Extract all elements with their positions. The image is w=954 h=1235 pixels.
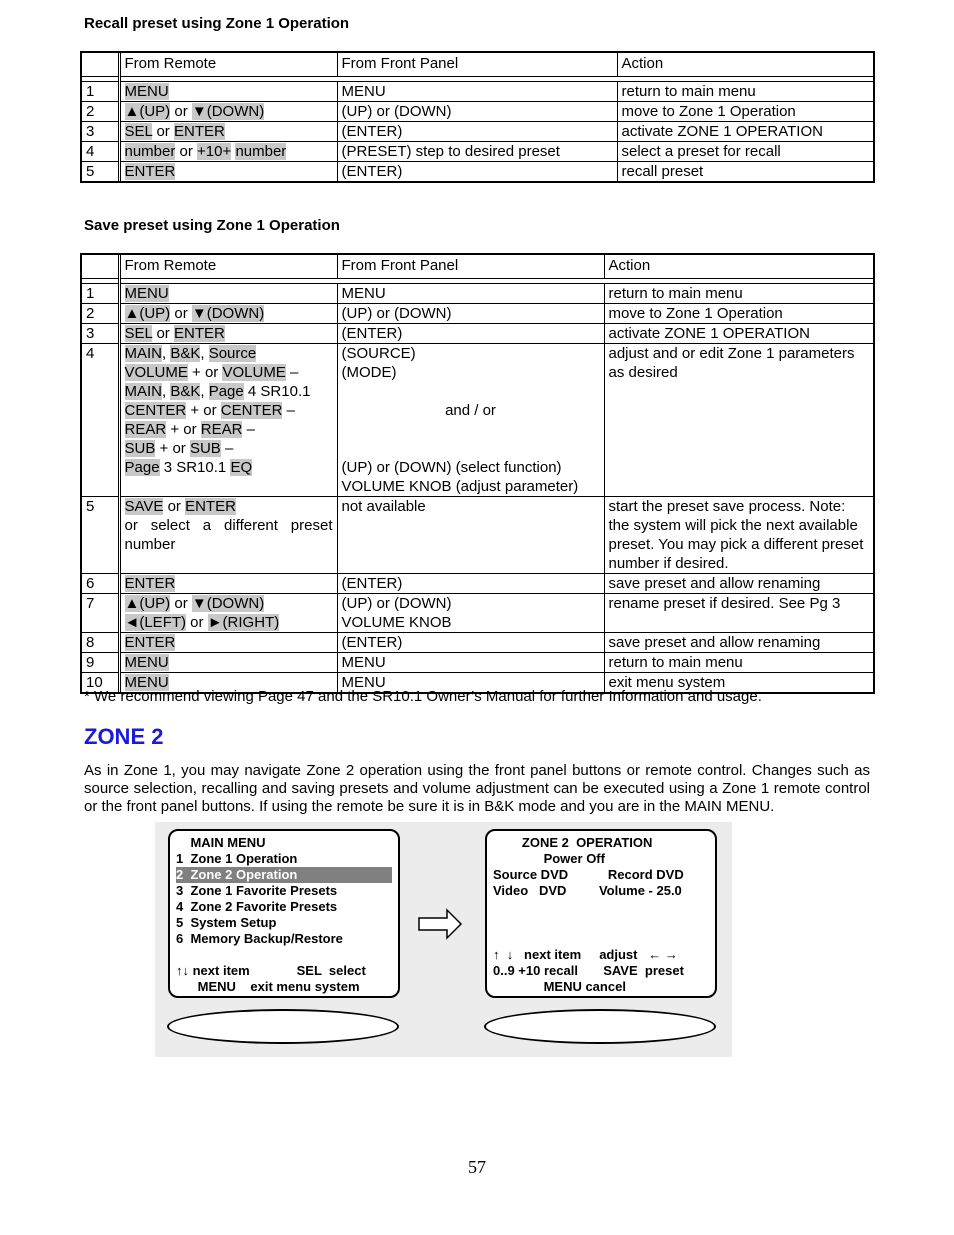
lcd-illustration — [155, 822, 732, 1057]
remote-cell: ▲(UP) or ▼(DOWN) — [119, 304, 337, 324]
row-number: 1 — [82, 82, 119, 102]
recommendation-note: * We recommend viewing Page 47 and the SR10.1 Owner’s Manual for further Information and usage. — [84, 688, 762, 705]
right-arrow-icon — [417, 908, 463, 940]
remote-cell: ENTER — [119, 162, 337, 182]
table-row — [82, 653, 873, 673]
lcd-line: ZONE 2 OPERATION — [493, 835, 653, 850]
row-number: 3 — [82, 122, 119, 142]
lcd-line — [493, 899, 709, 915]
row-number: 1 — [82, 284, 119, 304]
action-cell: save preset and allow renaming — [604, 574, 873, 594]
table-row — [82, 344, 873, 497]
lcd-line: 0..9 +10 recall SAVE preset — [493, 963, 684, 978]
zone2-paragraph: As in Zone 1, you may navigate Zone 2 operation using the front panel buttons or remote control. Changes such as source selection, recalling and saving presets and volume adjustment can be executed using a Zone 1 remote control or the front panel buttons. If using the remote be sure it is in B&K mode and you are in the MAIN MENU. — [84, 762, 870, 815]
lcd-line: 2 Zone 2 Operation — [176, 867, 392, 883]
main-menu-screen — [168, 829, 400, 998]
row-number: 3 — [82, 324, 119, 344]
remote-cell: MENU — [119, 284, 337, 304]
recall-table — [80, 51, 875, 183]
row-number: 5 — [82, 497, 119, 574]
panel-cell: not available — [337, 497, 604, 574]
remote-cell: ▲(UP) or ▼(DOWN) ◄(LEFT) or ►(RIGHT) — [119, 594, 337, 633]
action-cell: save preset and allow renaming — [604, 633, 873, 653]
column-header: From Remote — [119, 255, 337, 279]
panel-cell: (ENTER) — [337, 324, 604, 344]
remote-cell: number or +10+ number — [119, 142, 337, 162]
panel-cell: MENU — [337, 653, 604, 673]
remote-cell: SEL or ENTER — [119, 324, 337, 344]
row-number: 4 — [82, 344, 119, 497]
action-cell: return to main menu — [604, 653, 873, 673]
column-header: Action — [604, 255, 873, 279]
lcd-line: MENU cancel — [493, 979, 626, 994]
lcd-line: Source DVD Record DVD — [493, 867, 684, 882]
lcd-line: MENU exit menu system — [176, 979, 360, 994]
lcd-line: MAIN MENU — [176, 835, 266, 850]
lcd-line: 1 Zone 1 Operation — [176, 851, 298, 866]
zone2-operation-screen — [485, 829, 717, 998]
row-number: 7 — [82, 594, 119, 633]
remote-cell: ENTER — [119, 574, 337, 594]
lcd-line: ↑ ↓ next item adjust ← → — [493, 947, 678, 962]
zone2-heading: ZONE 2 — [84, 724, 164, 749]
panel-cell: (PRESET) step to desired preset — [337, 142, 617, 162]
lcd-line: 4 Zone 2 Favorite Presets — [176, 899, 338, 914]
action-cell: activate ZONE 1 OPERATION — [617, 122, 873, 142]
remote-cell: SAVE or ENTER or select a different preset number — [119, 497, 337, 574]
column-header: From Remote — [119, 53, 337, 77]
table-row — [82, 82, 873, 102]
remote-cell: ▲(UP) or ▼(DOWN) — [119, 102, 337, 122]
action-cell: move to Zone 1 Operation — [617, 102, 873, 122]
table-row — [82, 122, 873, 142]
remote-cell: MENU — [119, 673, 337, 693]
lcd-line: 5 System Setup — [176, 915, 277, 930]
panel-cell: (UP) or (DOWN) — [337, 304, 604, 324]
lcd-line: Power Off — [493, 851, 605, 866]
table-row — [82, 324, 873, 344]
header-blank — [82, 255, 119, 279]
column-header: From Front Panel — [337, 53, 617, 77]
table-row — [82, 574, 873, 594]
table-row — [82, 633, 873, 653]
panel-cell: (ENTER) — [337, 162, 617, 182]
lcd-line: Video DVD Volume - 25.0 — [493, 883, 682, 898]
remote-cell: MENU — [119, 82, 337, 102]
row-number: 4 — [82, 142, 119, 162]
table-row — [82, 162, 873, 182]
column-header: From Front Panel — [337, 255, 604, 279]
action-cell: rename preset if desired. See Pg 3 — [604, 594, 873, 633]
lcd-line: 3 Zone 1 Favorite Presets — [176, 883, 338, 898]
row-number: 9 — [82, 653, 119, 673]
action-cell: recall preset — [617, 162, 873, 182]
table-row — [82, 142, 873, 162]
remote-cell: ENTER — [119, 633, 337, 653]
action-cell: activate ZONE 1 OPERATION — [604, 324, 873, 344]
panel-cell: (UP) or (DOWN) — [337, 102, 617, 122]
lcd-line — [176, 947, 392, 963]
action-cell: return to main menu — [604, 284, 873, 304]
row-number: 6 — [82, 574, 119, 594]
recall-section-title: Recall preset using Zone 1 Operation — [84, 15, 350, 32]
header-blank — [82, 53, 119, 77]
row-number: 5 — [82, 162, 119, 182]
panel-cell: (UP) or (DOWN) VOLUME KNOB — [337, 594, 604, 633]
right-display-oval — [484, 1009, 716, 1044]
action-cell: select a preset for recall — [617, 142, 873, 162]
save-table — [80, 253, 875, 694]
left-display-oval — [167, 1009, 399, 1044]
column-header: Action — [617, 53, 873, 77]
action-cell: adjust and or edit Zone 1 parameters as desired — [604, 344, 873, 497]
action-cell: exit menu system — [604, 673, 873, 693]
table-row — [82, 594, 873, 633]
page-number: 57 — [468, 1157, 486, 1177]
table-row — [82, 284, 873, 304]
remote-cell: MENU — [119, 653, 337, 673]
lcd-line: ↑↓ next item SEL select — [176, 963, 366, 978]
lcd-line — [493, 931, 709, 947]
panel-cell: MENU — [337, 284, 604, 304]
table-row — [82, 497, 873, 574]
panel-cell: MENU — [337, 673, 604, 693]
row-number: 10 — [82, 673, 119, 693]
lcd-line — [493, 915, 709, 931]
save-section-title: Save preset using Zone 1 Operation — [84, 217, 340, 234]
remote-cell: SEL or ENTER — [119, 122, 337, 142]
panel-cell: (SOURCE) (MODE) and / or (UP) or (DOWN) (select function) VOLUME KNOB (adjust parameter) — [337, 344, 604, 497]
remote-cell: MAIN, B&K, Source VOLUME + or VOLUME – MAIN, B&K, Page 4 SR10.1 CENTER + or CENTER – REAR + or REAR – SUB + or SUB – Page 3 SR10.1 EQ — [119, 344, 337, 497]
row-number: 8 — [82, 633, 119, 653]
action-cell: start the preset save process. Note: the system will pick the next available preset. You may pick a different preset number if desired. — [604, 497, 873, 574]
table-row — [82, 304, 873, 324]
panel-cell: MENU — [337, 82, 617, 102]
action-cell: return to main menu — [617, 82, 873, 102]
panel-cell: (ENTER) — [337, 633, 604, 653]
row-number: 2 — [82, 304, 119, 324]
panel-cell: (ENTER) — [337, 574, 604, 594]
action-cell: move to Zone 1 Operation — [604, 304, 873, 324]
lcd-line: 6 Memory Backup/Restore — [176, 931, 343, 946]
panel-cell: (ENTER) — [337, 122, 617, 142]
table-row — [82, 102, 873, 122]
row-number: 2 — [82, 102, 119, 122]
